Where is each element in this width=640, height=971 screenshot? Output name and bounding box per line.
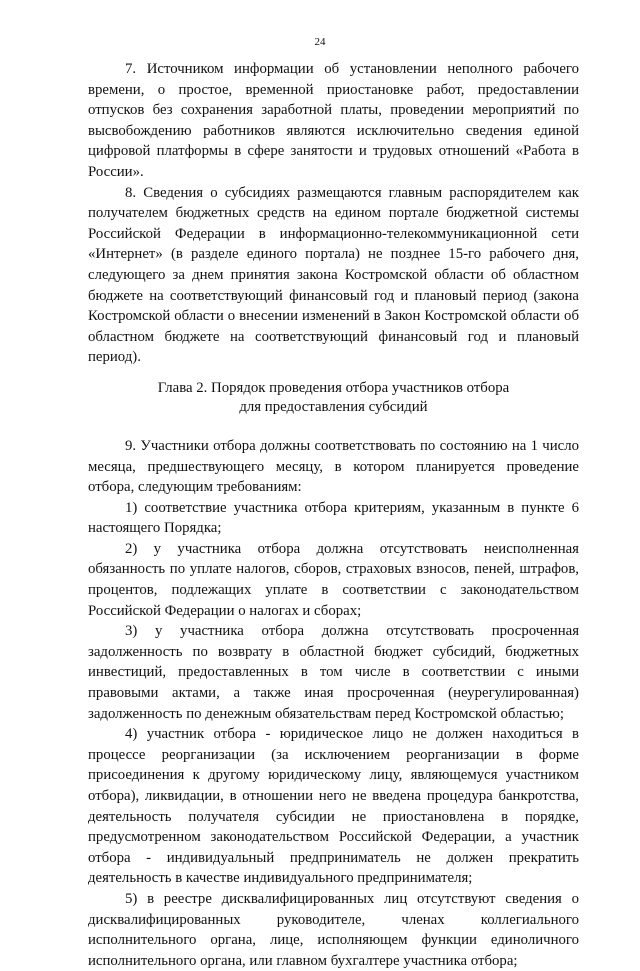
paragraph-8: 8. Сведения о субсидиях размещаются главным распорядителем как получателем бюджетных средств на едином портале бюджетной системы Российской Федерации в информационно-телекоммуникационной сети «Интернет» (в разделе единого портала) не позднее 15-го рабочего дня, следующего за днем принятия закона Костромской области об областном бюджете на соответствующий финансовый год и плановый период (закона Костромской области о внесении изменений в Закон Костромской области об областном бюджете на соответствующий финансовый год и плановый период). <box>88 184 579 366</box>
chapter-title-line-2: для предоставления субсидий <box>239 398 428 415</box>
paragraph-9: 9. Участники отбора должны соответствовать по состоянию на 1 число месяца, предшествующего месяцу, в котором планируется проведение отбора, следующим требованиям: <box>88 437 579 496</box>
list-item-1: 1) соответствие участника отбора критериям, указанным в пункте 6 настоящего Порядка; <box>88 499 579 537</box>
list-item-2: 2) у участника отбора должна отсутствовать неисполненная обязанность по уплате налогов, сборов, страховых взносов, пеней, штрафов, процентов, подлежащих уплате в соответствии с законодательством Российской Федерации о налогах и сборах; <box>88 540 579 619</box>
list-item-4: 4) участник отбора - юридическое лицо не должен находиться в процессе реорганизации (за исключением реорганизации в форме присоединения к другому юридическому лицу, являющемуся участником отбора), ликвидации, в отношении него не введена процедура банкротства, деятельность получателя субсидии не приостановлена в порядке, предусмотренном законодательством Российской Федерации, а участник отбора - индивидуальный предприниматель не должен прекратить деятельность в качестве индивидуального предпринимателя; <box>88 726 579 887</box>
chapter-title <box>88 379 579 417</box>
list-item-3: 3) у участника отбора должна отсутствовать просроченная задолженность по возврату в областной бюджет субсидий, бюджетных инвестиций, предоставленных в том числе в соответствии с иными правовыми актами, а также иная просроченная (неурегулированная) задолженность по денежным обязательствам перед Костромской областью; <box>88 623 579 722</box>
chapter-title-line-1: Глава 2. Порядок проведения отбора участников отбора <box>157 379 510 396</box>
page-number: 24 <box>314 36 326 48</box>
document-body <box>88 59 579 971</box>
paragraph-7: 7. Источником информации об установлении неполного рабочего времени, о простое, временной приостановке работ, предоставлении отпусков без сохранения заработной платы, проведении мероприятий по высвобождению работников являются исключительно сведения единой цифровой платформы в сфере занятости и трудовых отношений «Работа в России». <box>88 61 579 180</box>
list-item-5: 5) в реестре дисквалифицированных лиц отсутствуют сведения о дисквалифицированных руководителе, членах коллегиального исполнительного органа, лице, исполняющем функции единоличного исполнительного органа, или главном бухгалтере участника отбора; <box>88 890 579 969</box>
